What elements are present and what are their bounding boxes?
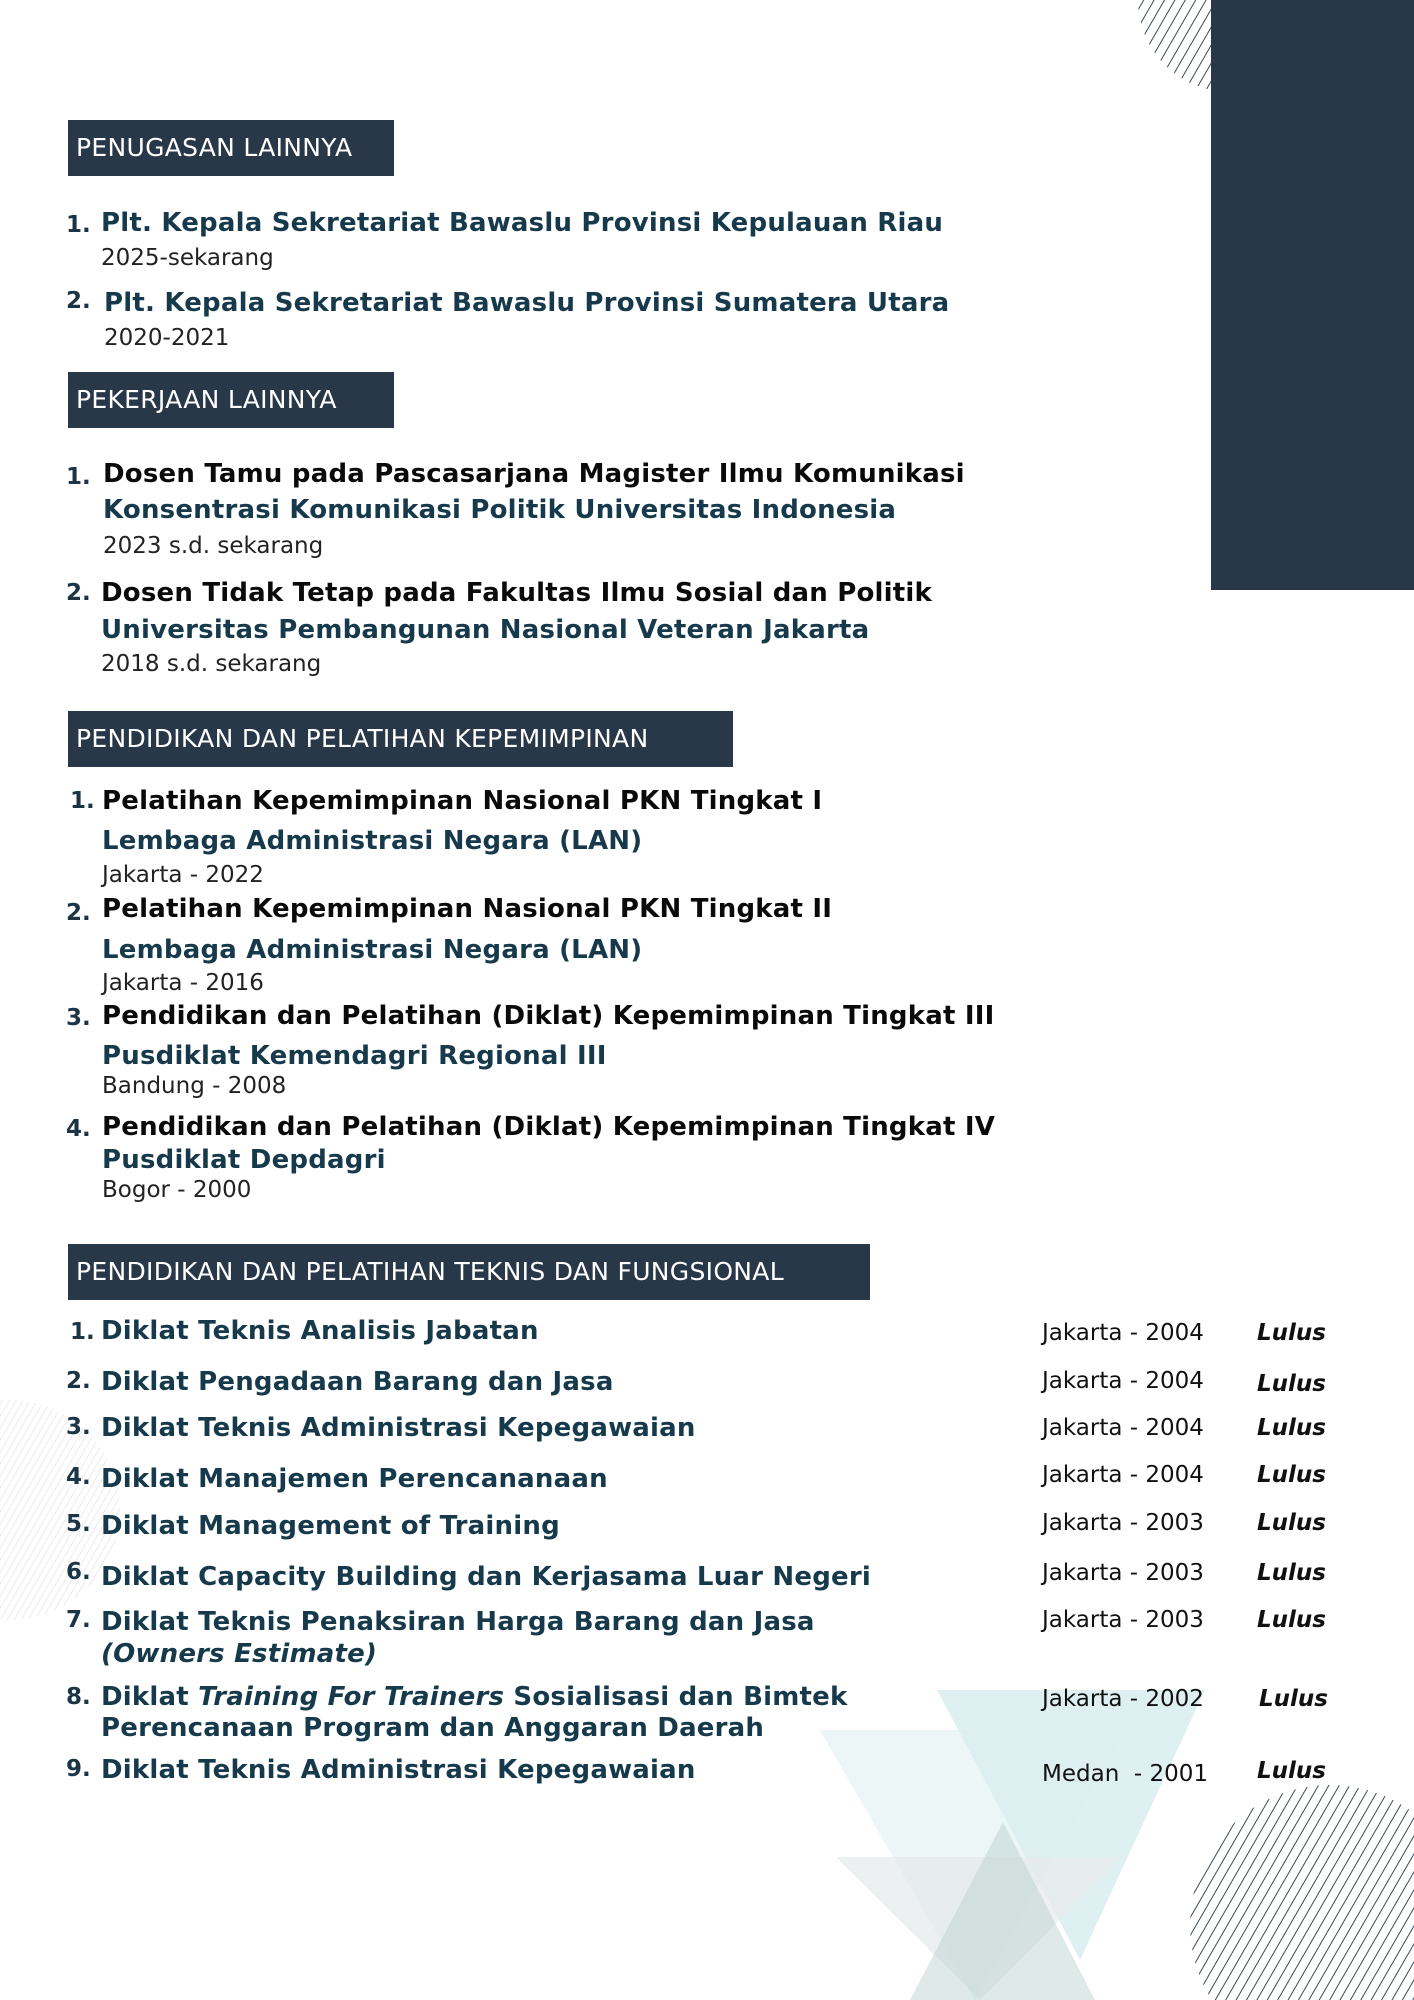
item-number: 1. — [70, 1319, 95, 1345]
item-location: Jakarta - 2002 — [1042, 1686, 1204, 1712]
item-subtitle: Pusdiklat Kemendagri Regional III — [102, 1041, 607, 1071]
item-status: Lulus — [1257, 1510, 1326, 1536]
item-location: Jakarta - 2003 — [1042, 1560, 1204, 1586]
item-status: Lulus — [1259, 1686, 1328, 1712]
item-subtitle: Konsentrasi Komunikasi Politik Universitas Indonesia — [103, 495, 897, 525]
section-header-teknis: PENDIDIKAN DAN PELATIHAN TEKNIS DAN FUNGSIONAL — [68, 1244, 870, 1300]
item-subtitle: Universitas Pembangunan Nasional Veteran Jakarta — [101, 615, 870, 645]
item-status: Lulus — [1257, 1320, 1326, 1346]
item-number: 2. — [66, 1368, 91, 1394]
item-number: 9. — [66, 1756, 91, 1782]
item-title: Diklat Management of Training — [101, 1511, 560, 1541]
item-location: Jakarta - 2004 — [1042, 1462, 1204, 1488]
item-title: Diklat Teknis Administrasi Kepegawaian — [101, 1413, 696, 1443]
item-number: 8. — [66, 1684, 91, 1710]
item-number: 3. — [66, 1005, 91, 1031]
item-number: 2. — [66, 900, 91, 926]
item-title: Dosen Tamu pada Pascasarjana Magister Ilmu Komunikasi — [103, 459, 965, 489]
item-title: Pelatihan Kepemimpinan Nasional PKN Tingkat II — [102, 894, 833, 924]
item-location: Jakarta - 2003 — [1042, 1607, 1204, 1633]
item-number: 7. — [66, 1607, 91, 1633]
item-title: Pendidikan dan Pelatihan (Diklat) Kepemimpinan Tingkat III — [102, 1001, 995, 1031]
item-location: Jakarta - 2004 — [1042, 1415, 1204, 1441]
item-title: Diklat Teknis Penaksiran Harga Barang dan Jasa — [101, 1607, 815, 1637]
item-title: Pelatihan Kepemimpinan Nasional PKN Tingkat I — [102, 786, 823, 816]
item-title: Dosen Tidak Tetap pada Fakultas Ilmu Sosial dan Politik — [101, 578, 932, 608]
item-location: Medan - 2001 — [1042, 1761, 1209, 1787]
item-title: Diklat Pengadaan Barang dan Jasa — [101, 1367, 614, 1397]
item-number: 4. — [66, 1464, 91, 1490]
item-number: 2. — [66, 288, 91, 314]
item-title: Plt. Kepala Sekretariat Bawaslu Provinsi Kepulauan Riau — [101, 208, 944, 238]
item-status: Lulus — [1257, 1415, 1326, 1441]
item-number: 1. — [66, 212, 91, 238]
item-title: Diklat Capacity Building dan Kerjasama Luar Negeri — [101, 1562, 872, 1592]
item-number: 5. — [66, 1511, 91, 1537]
item-status: Lulus — [1257, 1758, 1326, 1784]
item-date: Bogor - 2000 — [102, 1177, 252, 1203]
item-location: Jakarta - 2003 — [1042, 1510, 1204, 1536]
item-date: 2018 s.d. sekarang — [101, 651, 322, 677]
item-number: 1. — [66, 464, 91, 490]
item-title: Plt. Kepala Sekretariat Bawaslu Provinsi Sumatera Utara — [104, 288, 950, 318]
side-panel — [1211, 0, 1414, 590]
item-status: Lulus — [1257, 1371, 1326, 1397]
item-date: Jakarta - 2022 — [102, 862, 264, 888]
item-number: 1. — [70, 788, 95, 814]
hatched-circle-bottom — [1190, 1785, 1414, 2000]
item-date: 2020-2021 — [104, 325, 230, 351]
section-header-penugasan: PENUGASAN LAINNYA — [68, 120, 394, 176]
item-title: Pendidikan dan Pelatihan (Diklat) Kepemimpinan Tingkat IV — [102, 1112, 996, 1142]
item-number: 6. — [66, 1559, 91, 1585]
title-italic: Training For Trainers — [198, 1682, 505, 1712]
item-subtitle: Pusdiklat Depdagri — [102, 1145, 386, 1175]
item-date: Bandung - 2008 — [102, 1073, 287, 1099]
item-status: Lulus — [1257, 1462, 1326, 1488]
item-location: Jakarta - 2004 — [1042, 1368, 1204, 1394]
item-location: Jakarta - 2004 — [1042, 1320, 1204, 1346]
item-title-line2: Perencanaan Program dan Anggaran Daerah — [101, 1713, 765, 1743]
item-number: 3. — [66, 1414, 91, 1440]
title-pre: Diklat — [101, 1682, 199, 1712]
item-date: 2025-sekarang — [101, 245, 274, 271]
item-date: 2023 s.d. sekarang — [103, 533, 324, 559]
item-subtitle: Lembaga Administrasi Negara (LAN) — [102, 935, 643, 965]
item-number: 4. — [66, 1116, 91, 1142]
item-title-line2: (Owners Estimate) — [101, 1639, 378, 1669]
item-title: Diklat Manajemen Perencananaan — [101, 1464, 608, 1494]
item-status: Lulus — [1257, 1560, 1326, 1586]
item-number: 2. — [66, 580, 91, 606]
section-header-kepemimpinan: PENDIDIKAN DAN PELATIHAN KEPEMIMPINAN — [68, 711, 733, 767]
title-post: Sosialisasi dan Bimtek — [504, 1682, 848, 1712]
item-title — [101, 1682, 848, 1712]
item-date: Jakarta - 2016 — [102, 970, 264, 996]
item-subtitle: Lembaga Administrasi Negara (LAN) — [102, 826, 643, 856]
item-title: Diklat Teknis Administrasi Kepegawaian — [101, 1755, 696, 1785]
section-header-pekerjaan: PEKERJAAN LAINNYA — [68, 372, 394, 428]
item-status: Lulus — [1257, 1607, 1326, 1633]
item-title: Diklat Teknis Analisis Jabatan — [101, 1316, 539, 1346]
